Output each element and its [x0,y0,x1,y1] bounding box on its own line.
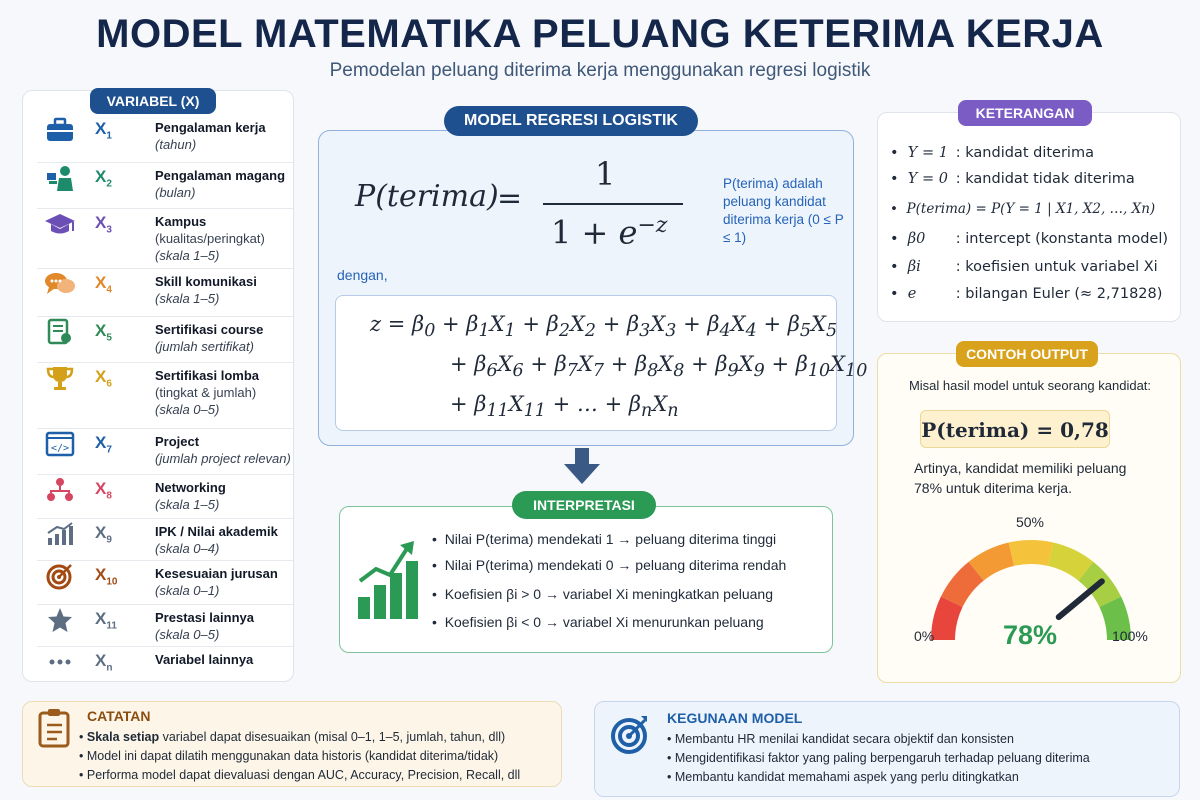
variable-text [155,119,295,153]
contoh-result: P(terima) = 0,78 [920,410,1110,448]
gauge-label-min: 0% [914,628,935,644]
catatan-item: • Performa model dapat dievaluasi dengan AUC, Accuracy, Precision, Recall, dll [79,768,521,782]
fraction-bar [543,203,683,205]
variable-symbol: $X_9$ [95,523,112,546]
variable-name: Prestasi lainnya [155,610,254,625]
variable-scale: (skala 0–5) [155,627,220,642]
kegunaan-item: • Mengidentifikasi faktor yang paling berpengaruh terhadap peluang diterima [667,751,1090,765]
variable-row [37,561,293,605]
keterangan-item: • β0 : intercept (konstanta model) [890,231,1169,247]
keterangan-item: • Y = 0 : kandidat tidak diterima [890,171,1135,187]
variable-row [37,475,293,519]
kegunaan-panel [594,701,1180,797]
z-line-3: + $\beta_{11}X_{11}$ + … + $\beta_nX_n$ [450,392,679,422]
variable-symbol: $X_5$ [95,321,112,344]
target-icon [609,714,649,754]
variable-text [155,565,295,599]
model-numerator: 1 [595,155,616,193]
keterangan-item: • βi : koefisien untuk variabel Xi [890,259,1158,275]
variable-row [37,429,293,475]
model-dengan: dengan, [337,267,388,283]
keterangan-item: • Y = 1 : kandidat diterima [890,145,1094,161]
variable-text [155,273,295,307]
ellipsis-icon [43,647,77,677]
certificate-icon [43,317,77,347]
variable-scale: (bulan) [155,185,196,200]
star-icon [43,605,77,635]
kegunaan-heading: KEGUNAAN MODEL [667,710,803,726]
z-equation-box [335,295,868,431]
variable-row [37,363,293,429]
variable-row [37,115,293,163]
interpretation-item: • Koefisien βi > 0 → variabel Xi meningkatkan peluang [432,586,773,602]
interpretation-item: • Nilai P(terima) mendekati 0 → peluang diterima rendah [432,557,787,573]
variable-name: Sertifikasi course [155,322,264,337]
variable-scale-desc: (tingkat & jumlah) [155,385,257,400]
variable-name: Kesesuaian jurusan [155,566,278,581]
svg-text:</>: </> [50,443,70,454]
growth-chart-icon [354,537,418,621]
z-line-2: + $\beta_6X_6 + \beta_7X_7 + \beta_8X_8 + \beta_9X_9 + \beta_{10}X_{10}$ [450,352,868,382]
variable-symbol: $X_{11}$ [95,609,117,632]
variable-name: IPK / Nilai akademik [155,524,278,539]
arrow-down-icon [564,448,600,486]
catatan-heading: CATATAN [87,708,151,724]
variable-symbol: $X_{10}$ [95,565,118,588]
variable-scale: (tahun) [155,137,197,152]
model-panel [318,130,868,446]
code-window-icon [43,429,77,459]
variable-scale: (skala 0–5) [155,402,220,417]
variables-panel [22,90,294,682]
variable-symbol: $X_2$ [95,167,112,190]
variable-symbol: $X_7$ [95,433,112,456]
trophy-icon [43,363,77,393]
model-denominator: $1 + e^{-z}$ [551,213,668,252]
catatan-panel [22,701,562,787]
model-note: P(terima) adalah peluang kandidat diterima kerja (0 ≤ P ≤ 1) [723,176,844,245]
kegunaan-item: • Membantu HR menilai kandidat secara objektif dan konsisten [667,732,1014,746]
variable-name: Variabel lainnya [155,652,254,667]
variable-symbol: $X_1$ [95,119,112,142]
variable-scale-desc: (kualitas/peringkat) [155,231,265,246]
variable-name: Pengalaman magang [155,168,286,183]
variable-symbol: $X_4$ [95,273,112,296]
network-people-icon [43,475,77,505]
variable-row [37,209,293,269]
variable-row [37,269,293,317]
contoh-heading: CONTOH OUTPUT [956,341,1098,367]
variable-scale: (jumlah project relevan) [155,451,291,466]
page-subtitle: Pemodelan peluang diterima kerja menggunakan regresi logistik [329,60,871,81]
intern-presenter-icon [43,163,77,193]
variable-row [37,519,293,561]
variable-text [155,433,295,467]
kegunaan-item: • Membantu kandidat memahami aspek yang perlu ditingkatkan [667,770,1019,784]
variable-row [37,163,293,209]
interpretation-item: • Koefisien βi < 0 → variabel Xi menurunkan peluang [432,614,764,630]
variable-symbol: $X_6$ [95,367,112,390]
variables-heading: VARIABEL (X) [90,88,216,114]
bar-chart-icon [43,519,77,549]
variable-symbol: $X_n$ [95,651,113,674]
variable-text [155,167,295,201]
catatan-item: • Skala setiap variabel dapat disesuaikan (misal 0–1, 1–5, jumlah, tahun, dll) [79,730,506,744]
clipboard-icon [37,708,71,748]
gauge-label-mid: 50% [1015,514,1045,530]
chat-bubbles-icon [43,269,77,299]
keterangan-panel [877,112,1181,322]
variable-text [155,213,295,264]
variable-scale: (skala 1–5) [155,291,220,306]
variable-row [37,647,293,685]
gauge-label-max: 100% [1112,628,1148,644]
variable-name: Project [155,434,200,449]
interpretation-heading: INTERPRETASI [512,491,656,519]
variable-name: Networking [155,480,226,495]
variable-text [155,523,295,557]
variable-text [155,609,295,643]
variable-text [155,321,295,355]
variable-row [37,317,293,363]
variable-scale: (skala 1–5) [155,248,220,263]
keterangan-heading: KETERANGAN [958,100,1092,126]
contoh-output-panel [877,353,1181,683]
variable-row [37,605,293,647]
z-line-1: $z = \beta_0 + \beta_1X_1 + \beta_2X_2 + \beta_3X_3 + \beta_4X_4 + \beta_5X_5$ [370,312,838,342]
graduation-cap-icon [43,209,77,239]
variable-scale: (skala 1–5) [155,497,220,512]
variable-name: Skill komunikasi [155,274,257,289]
briefcase-icon [43,115,77,145]
variable-text [155,367,295,418]
variable-symbol: $X_3$ [95,213,112,236]
contoh-meaning: Artinya, kandidat memiliki peluang 78% untuk diterima kerja. [914,460,1127,496]
interpretation-item: • Nilai P(terima) mendekati 1 → peluang diterima tinggi [432,531,777,547]
catatan-item: • Model ini dapat dilatih menggunakan data historis (kandidat diterima/tidak) [79,749,499,763]
page-title: MODEL MATEMATIKA PELUANG KETERIMA KERJA [96,12,1104,56]
target-icon [43,561,77,591]
variable-name: Kampus [155,214,207,229]
variable-symbol: $X_8$ [95,479,112,502]
variable-text [155,651,295,668]
keterangan-item: • P(terima) = P(Y = 1 | X1, X2, …, Xn) [890,201,1156,217]
model-lhs: P(terima) [355,179,499,214]
variable-name: Pengalaman kerja [155,120,266,135]
contoh-intro: Misal hasil model untuk seorang kandidat: [908,378,1152,393]
gauge-value-label: 78% [1002,620,1058,650]
gauge-segment [1009,540,1054,566]
model-equals: = [497,181,523,216]
keterangan-item: • e : bilangan Euler (≈ 2,71828) [890,286,1163,302]
variable-name: Sertifikasi lomba [155,368,260,383]
variable-scale: (jumlah sertifikat) [155,339,254,354]
variable-text [155,479,295,513]
variable-scale: (skala 0–1) [155,583,220,598]
model-heading: MODEL REGRESI LOGISTIK [444,106,698,136]
interpretation-panel [339,506,833,653]
variable-scale: (skala 0–4) [155,541,220,556]
